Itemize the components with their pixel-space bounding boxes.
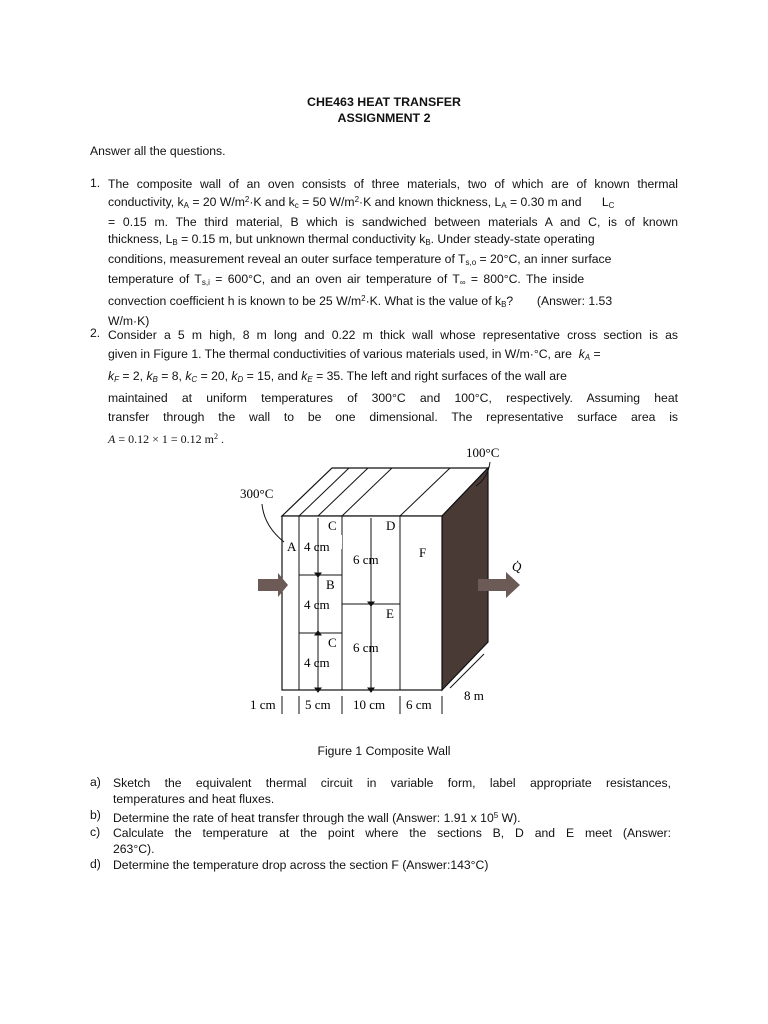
section-c2-label: C bbox=[328, 635, 337, 650]
dim-6cm-1: 6 cm bbox=[353, 552, 379, 567]
dim-1cm: 1 cm bbox=[250, 697, 276, 712]
left-leader bbox=[262, 504, 284, 542]
section-e-label: E bbox=[386, 606, 394, 621]
part-a-line: temperatures and heat fluxes. bbox=[113, 792, 275, 807]
part-b-label: b) bbox=[90, 808, 101, 822]
q2-line: transfer through the wall to be one dimensional. The representative surface area is bbox=[108, 410, 678, 424]
q1-line: convection coefficient h is known to be 25 $W/m^2\cdot K$. What is the value of $k_B$? (Answer: 1.53 bbox=[108, 294, 613, 310]
dim-10cm: 10 cm bbox=[353, 697, 386, 712]
q1-line: W/m·K) bbox=[108, 314, 150, 329]
dim-8m: 8 m bbox=[464, 688, 484, 703]
part-a-label: a) bbox=[90, 775, 101, 789]
figure-caption: Figure 1 Composite Wall bbox=[317, 744, 451, 758]
q2-line: given in Figure 1. The thermal conductivities of various materials used, in W/m·°C, are $k_A$ = bbox=[108, 347, 601, 362]
q1-text bbox=[108, 176, 678, 330]
part-a-line: Sketch the equivalent thermal circuit in variable form, label appropriate resistances, bbox=[113, 776, 671, 790]
dim-4cm-3: 4 cm bbox=[304, 655, 330, 670]
part-b-text: Determine the rate of heat transfer through the wall (Answer: 1.91 x $10^5$ W). bbox=[113, 811, 521, 825]
part-a-text bbox=[113, 775, 671, 807]
part-c-line: 263°C). bbox=[113, 842, 155, 857]
q2-number: 2. bbox=[90, 326, 101, 340]
course-title: CHE463 HEAT TRANSFER bbox=[307, 95, 461, 109]
dim-4cm-1: 4 cm bbox=[304, 539, 330, 554]
assignment-title: ASSIGNMENT 2 bbox=[337, 111, 431, 125]
heat-rate-symbol: Q̇ bbox=[512, 559, 522, 574]
q2-line: maintained at uniform temperatures of 300°C and 100°C, respectively. Assuming heat bbox=[108, 391, 678, 405]
left-temperature: 300°C bbox=[240, 486, 274, 501]
section-f-label: F bbox=[419, 545, 427, 560]
composite-wall-figure bbox=[228, 438, 548, 723]
part-d-label: d) bbox=[90, 857, 101, 871]
section-d-label: D bbox=[386, 518, 396, 533]
q1-line: conductivity, $k_A = 20$ $W/m^2\cdot K$ and $k_c = 50$ $W/m^2\cdot K$ and known thickness, $L_A = 0.30$ m and $L_C$ bbox=[108, 195, 615, 211]
part-d-text: Determine the temperature drop across the section F (Answer:143°C) bbox=[113, 858, 489, 872]
right-temperature: 100°C bbox=[466, 445, 500, 460]
section-a-label: A bbox=[287, 539, 297, 554]
dim-6cm-2: 6 cm bbox=[353, 640, 379, 655]
dim-5cm: 5 cm bbox=[305, 697, 331, 712]
q1-line: = 0.15 m. The third material, B which is sandwiched between materials A and C, is of known bbox=[108, 215, 678, 230]
q1-number: 1. bbox=[90, 176, 101, 190]
q1-line: temperature of $T_{s,i} = 600^\circ C$, and an oven air temperature of $T_\infty = 800^\circ C$. The inside bbox=[108, 272, 585, 288]
part-c-line: Calculate the temperature at the point where the sections B, D and E meet (Answer: bbox=[113, 826, 671, 840]
q2-line: $k_F = 2$, $k_B = 8$, $k_C = 20$, $k_D = 15$, and $k_E = 35$. The left and right surfaces of the wall are bbox=[108, 369, 567, 384]
q1-line: The composite wall of an oven consists of three materials, two of which are of known thermal bbox=[108, 177, 678, 191]
dim-4cm-2: 4 cm bbox=[304, 597, 330, 612]
section-b-label: B bbox=[326, 577, 335, 592]
dim-6cm-bottom: 6 cm bbox=[406, 697, 432, 712]
part-c-text bbox=[113, 825, 671, 857]
q2-text bbox=[108, 326, 678, 449]
q1-line: thickness, $L_B = 0.15$ m, but unknown thermal conductivity $k_B$. Under steady-state operating bbox=[108, 231, 595, 247]
q2-line: Consider a 5 m high, 8 m long and 0.22 m thick wall whose representative cross section is as bbox=[108, 328, 678, 342]
section-c1-label: C bbox=[328, 518, 337, 533]
q1-line: conditions, measurement reveal an outer surface temperature of $T_{s,o} = 20^\circ C$, an inner surface bbox=[108, 251, 612, 267]
part-c-label: c) bbox=[90, 825, 101, 839]
instructions: Answer all the questions. bbox=[90, 144, 226, 158]
q2-line: A = 0.12 × 1 = 0.12 $m^2$ . bbox=[108, 432, 224, 446]
